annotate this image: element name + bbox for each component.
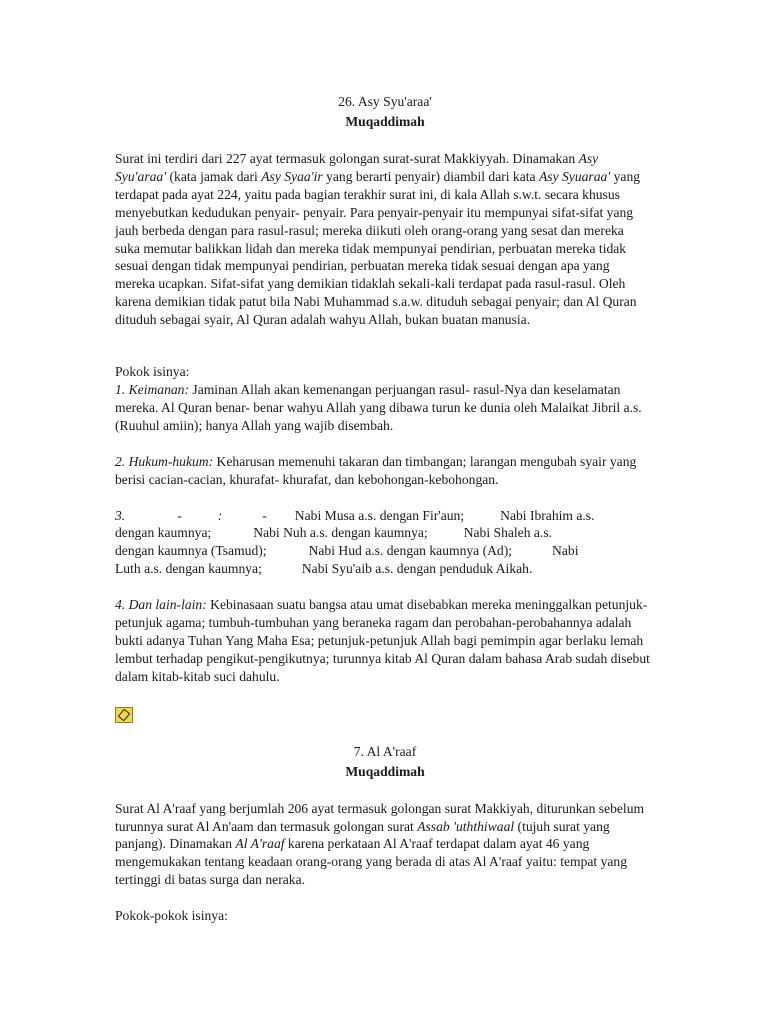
section-heading: Muqaddimah <box>345 763 425 779</box>
intro-text: (tujuh surat yang panjang). Dinamakan <box>115 818 610 852</box>
item-hukum <box>115 453 655 489</box>
item-text: Nabi <box>552 543 579 559</box>
intro-paragraph <box>115 150 650 329</box>
item-kisah <box>115 507 655 579</box>
intro-text: yang berarti penyair) diambil dari kata <box>322 168 539 184</box>
item-label: 4. Dan lain-lain: <box>115 597 207 613</box>
pokok-label: Pokok-pokok isinya: <box>115 908 228 924</box>
intro-text: (kata jamak dari <box>166 168 262 184</box>
intro-text: Surat ini terdiri dari 227 ayat termasuk golongan surat-surat Makkiyyah. Dinamakan <box>115 151 579 166</box>
item-lain-lain <box>115 596 655 686</box>
item-label: 1. Keimanan: <box>115 381 190 397</box>
pokok-label: Pokok isinya: <box>115 364 190 380</box>
intro-italic: Al A'raaf <box>235 836 285 852</box>
item-text: Nabi Nuh a.s. dengan kaumnya; <box>253 525 428 541</box>
intro-italic: Assab 'uththiwaal <box>417 818 515 834</box>
item-text: Kebinasaan suatu bangsa atau umat disebabkan mereka meninggalkan petunjuk-petunjuk agama; tumbuh-tumbuhan yang beraneka ragam dan perobahan-perobahannya adalah bukti adanya Tuhan Yang Maha Esa; petunjuk-petunjuk Allah bagi pemimpin agar berlaku lemah lembut terhadap pengikut-pengikutnya; turunnya kitab Al Quran dalam bahasa Arab sudah disebut dalam kitab-kitab suci dahulu. <box>115 597 650 684</box>
item-text: dengan kaumnya; <box>115 525 212 541</box>
section-heading: Muqaddimah <box>345 114 425 129</box>
edit-icon-wrap <box>115 706 655 724</box>
item-text: Jaminan Allah akan kemenangan perjuangan rasul- rasul-Nya dan keselamatan mereka. Al Quran benar- benar wahyu Allah yang dibawa turun ke dunia oleh Malaikat Jibril a.s. (Ruuhul amiin); hanya Allah yang wajib disembah. <box>115 381 642 433</box>
item-text: dengan kaumnya (Tsamud); <box>115 543 267 559</box>
item-text: Keharusan memenuhi takaran dan timbangan; larangan mengubah syair yang berisi cacian-cacian, khurafat- khurafat, dan kebohongan-kebohongan. <box>115 453 637 487</box>
intro-italic: Asy Syu'araa' <box>115 151 599 184</box>
item-text: Nabi Shaleh a.s. <box>463 525 553 541</box>
item-text: Nabi Musa a.s. dengan Fir'aun; <box>294 507 465 523</box>
item-text: Nabi Hud a.s. dengan kaumnya (Ad); <box>308 543 513 559</box>
intro-text: yang terdapat pada ayat 224, yaitu pada bagian terakhir surat ini, di kala Allah s.w.t. secara khusus menyebutkan kedudukan penyair- penyair. Para penyair-penyair itu mempunyai sifat-sifat yang jauh berbeda dengan para rasul-rasul; mereka diikuti oleh orang-orang yang sesat dan mereka suka memutar balikkan lidah dan mereka tidak mempunyai pendirian, perbuatan mereka tidak sesuai dengan tidak mempunyai pendirian, perbuatan mereka tidak sesuai dengan apa yang mereka ucapkan. Sifat-sifat yang demikian tidaklah sekali-kali terdapat pada rasul-rasul. Oleh karena demikian tidak patut bila Nabi Muhammad s.a.w. dituduh sebagai penyair; dan Al Quran dituduh sebagai syair, Al Quran adalah wahyu Allah, bukan buatan manusia. <box>115 168 641 328</box>
item-text: Luth a.s. dengan kaumnya; <box>115 561 262 577</box>
intro-text: Surat Al A'raaf yang berjumlah 206 ayat termasuk golongan surat Makkiyah, diturunkan sebelum turunnya surat Al An'aam dan termasuk golongan surat <box>115 800 645 834</box>
item-mark: - <box>177 507 182 523</box>
surah-title: 7. Al A'raaf <box>353 743 417 759</box>
intro-italic: Asy Syuaraa' <box>538 168 611 184</box>
item-keimanan <box>115 381 655 435</box>
intro-text: karena perkataan Al A'raaf terdapat dalam ayat 46 yang mengemukakan tentang keadaan orang-orang yang berada di atas Al A'raaf yaitu: tempat yang tertinggi di batas surga dan neraka. <box>115 836 628 888</box>
item-mark: : <box>217 507 223 523</box>
item-text: Nabi Ibrahim a.s. <box>500 507 595 523</box>
item-text: Nabi Syu'aib a.s. dengan penduduk Aikah. <box>301 561 533 577</box>
edit-icon[interactable] <box>115 707 133 723</box>
item-label: 2. Hukum-hukum: <box>115 453 214 469</box>
intro-italic: Asy Syaa'ir <box>261 168 323 184</box>
surah-title: 26. Asy Syu'araa' <box>338 94 432 109</box>
intro-paragraph <box>115 800 650 890</box>
document-page <box>115 92 655 925</box>
item-label: 3. <box>115 507 126 523</box>
item-mark: - <box>262 507 267 523</box>
